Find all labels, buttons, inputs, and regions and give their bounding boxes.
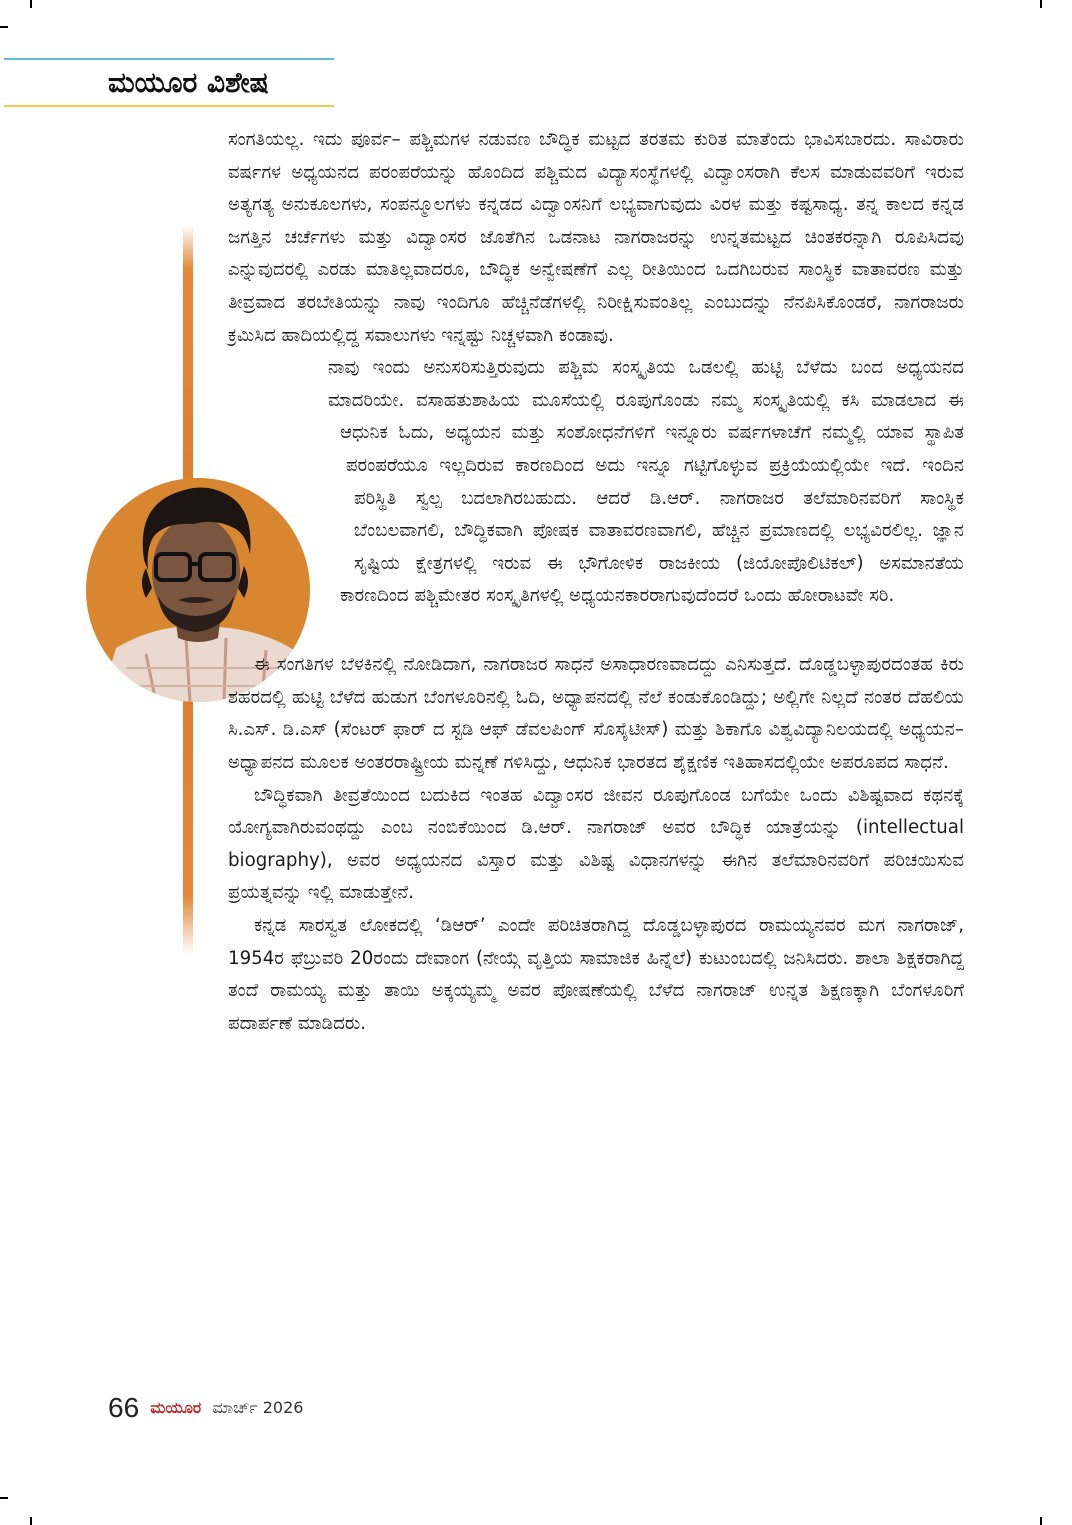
header-rule-bottom: [4, 105, 334, 107]
text-wrap-spacer: [228, 550, 340, 583]
article-paragraph: ಬೌದ್ಧಿಕವಾಗಿ ತೀವ್ರತೆಯಿಂದ ಬದುಕಿದ ಇಂತಹ ವಿದ್ವಾಂಸರ ಜೀವನ ರೂಪುಗೊಂಡ ಬಗೆಯೇ ಒಂದು ವಿಶಿಷ್ಟವಾದ ಕಥನಕ್ಕೆ ಯೋಗ್ಯವಾಗಿರುವಂಥದ್ದು ಎಂಬ ನಂಬಿಕೆಯಿಂದ ಡಿ.ಆರ್. ನಾಗರಾಜ್ ಅವರ ಬೌದ್ಧಿಕ ಯಾತ್ರೆಯನ್ನು (intellectual biography), ಅವರ ಅಧ್ಯಯನದ ವಿಸ್ತಾರ ಮತ್ತು ವಿಶಿಷ್ಟ ವಿಧಾನಗಳನ್ನು ಈಗಿನ ತಲೆಮಾರಿನವರಿಗೆ ಪರಿಚಯಿಸುವ ಪ್ರಯತ್ನವನ್ನು ಇಲ್ಲಿ ಮಾಡುತ್ತೇನೆ.: [228, 784, 964, 904]
text-wrap-spacer: [228, 583, 304, 616]
text-wrap-spacer: [228, 418, 340, 451]
text-wrap-spacer: [228, 385, 328, 418]
page-footer: [108, 1392, 303, 1432]
article-body: [228, 124, 964, 1040]
crop-mark: [1040, 1517, 1042, 1525]
crop-mark: [0, 26, 8, 28]
section-title: ಮಯೂರ ವಿಶೇಷ: [108, 66, 269, 99]
text-wrap-spacer: [228, 484, 354, 517]
text-wrap-spacer: [228, 352, 328, 385]
section-header: [4, 58, 334, 108]
text-wrap-spacer: [228, 616, 272, 649]
crop-mark: [30, 1517, 32, 1525]
text-wrap-spacer: [228, 451, 346, 484]
header-rule-top: [4, 58, 334, 60]
article-paragraph: ಸಂಗತಿಯಲ್ಲ. ಇದು ಪೂರ್ವ– ಪಶ್ಚಿಮಗಳ ನಡುವಣ ಬೌದ್ಧಿಕ ಮಟ್ಟದ ತರತಮ ಕುರಿತ ಮಾತೆಂದು ಭಾವಿಸಬಾರದು. ಸಾವಿರಾರು ವರ್ಷಗಳ ಅಧ್ಯಯನದ ಪರಂಪರೆಯನ್ನು ಹೊಂದಿದ ಪಶ್ಚಿಮದ ವಿದ್ಯಾಸಂಸ್ಥೆಗಳಲ್ಲಿ ವಿದ್ವಾಂಸರಾಗಿ ಕೆಲಸ ಮಾಡುವವರಿಗೆ ಇರುವ ಅತ್ಯಗತ್ಯ ಅನುಕೂಲಗಳು, ಸಂಪನ್ಮೂಲಗಳು ಕನ್ನಡದ ವಿದ್ವಾಂಸನಿಗೆ ಲಭ್ಯವಾಗುವುದು ವಿರಳ ಮತ್ತು ಕಷ್ಟಸಾಧ್ಯ. ತನ್ನ ಕಾಲದ ಕನ್ನಡ ಜಗತ್ತಿನ ಚರ್ಚೆಗಳು ಮತ್ತು ವಿದ್ವಾಂಸರ ಜೊತೆಗಿನ ಒಡನಾಟ ನಾಗರಾಜರನ್ನು ಉನ್ನತಮಟ್ಟದ ಚಿಂತಕರನ್ನಾಗಿ ರೂಪಿಸಿದವು ಎನ್ನುವುದರಲ್ಲಿ ಎರಡು ಮಾತಿಲ್ಲವಾದರೂ, ಬೌದ್ಧಿಕ ಅನ್ವೇಷಣೆಗೆ ಎಲ್ಲ ರೀತಿಯಿಂದ ಒದಗಿಬರುವ ಸಾಂಸ್ಥಿಕ ವಾತಾವರಣ ಮತ್ತು ತೀವ್ರವಾದ ತರಬೇತಿಯನ್ನು ನಾವು ಇಂದಿಗೂ ಹೆಚ್ಚಿನೆಡೆಗಳಲ್ಲಿ ನಿರೀಕ್ಷಿಸುವಂತಿಲ್ಲ ಎಂಬುದನ್ನು ನೆನಪಿಸಿಕೊಂಡರೆ, ನಾಗರಾಜರು ಕ್ರಮಿಸಿದ ಹಾದಿಯಲ್ಲಿದ್ದ ಸವಾಲುಗಳು ಇನ್ನಷ್ಟು ನಿಚ್ಚಳವಾಗಿ ಕಂಡಾವು.: [228, 129, 964, 346]
crop-mark: [30, 0, 32, 8]
crop-mark: [0, 1497, 8, 1499]
article-paragraph: ನಾವು ಇಂದು ಅನುಸರಿಸುತ್ತಿರುವುದು ಪಶ್ಚಿಮ ಸಂಸ್ಕೃತಿಯ ಒಡಲಲ್ಲಿ ಹುಟ್ಟಿ ಬೆಳೆದು ಬಂದ ಅಧ್ಯಯನದ ಮಾದರಿಯೇ. ವಸಾಹತುಶಾಹಿಯ ಮೂಸೆಯಲ್ಲಿ ರೂಪುಗೊಂಡು ನಮ್ಮ ಸಂಸ್ಕೃತಿಯಲ್ಲಿ ಕಸಿ ಮಾಡಲಾದ ಈ ಆಧುನಿಕ ಓದು, ಅಧ್ಯಯನ ಮತ್ತು ಸಂಶೋಧನೆಗಳಿಗೆ ಇನ್ನೂರು ವರ್ಷಗಳಾಚೆಗೆ ನಮ್ಮಲ್ಲಿ ಯಾವ ಸ್ಥಾಪಿತ ಪರಂಪರೆಯೂ ಇಲ್ಲದಿರುವ ಕಾರಣದಿಂದ ಅದು ಇನ್ನೂ ಗಟ್ಟಿಗೊಳ್ಳುವ ಪ್ರಕ್ರಿಯೆಯಲ್ಲಿಯೇ ಇದೆ. ಇಂದಿನ ಪರಿಸ್ಥಿತಿ ಸ್ವಲ್ಪ ಬದಲಾಗಿರಬಹುದು. ಆದರೆ ಡಿ.ಆರ್. ನಾಗರಾಜರ ತಲೆಮಾರಿನವರಿಗೆ ಸಾಂಸ್ಥಿಕ ಬೆಂಬಲವಾಗಲಿ, ಬೌದ್ಧಿಕವಾಗಿ ಪೋಷಕ ವಾತಾವರಣವಾಗಲಿ, ಹೆಚ್ಚಿನ ಪ್ರಮಾಣದಲ್ಲಿ ಲಭ್ಯವಿರಲಿಲ್ಲ. ಜ್ಞಾನ ಸೃಷ್ಟಿಯ ಕ್ಷೇತ್ರಗಳಲ್ಲಿ ಇರುವ ಈ ಭೌಗೋಳಿಕ ರಾಜಕೀಯ (ಜಿಯೋಪೊಲಿಟಿಕಲ್) ಅಸಮಾನತೆಯ ಕಾರಣದಿಂದ ಪಶ್ಚಿಮೇತರ ಸಂಸ್ಕೃತಿಗಳಲ್ಲಿ ಅಧ್ಯಯನಕಾರರಾಗುವುದೆಂದರೆ ಒಂದು ಹೋರಾಟವೇ ಸರಿ.: [328, 357, 964, 607]
magazine-masthead: ಮಯೂರ: [150, 1398, 202, 1417]
page-number: 66: [108, 1392, 140, 1423]
issue-date: ಮಾರ್ಚ್ 2026: [212, 1398, 304, 1417]
article-paragraph: ಕನ್ನಡ ಸಾರಸ್ವತ ಲೋಕದಲ್ಲಿ ‘ಡಿಆರ್’ ಎಂದೇ ಪರಿಚಿತರಾಗಿದ್ದ ದೊಡ್ಡಬಳ್ಳಾಪುರದ ರಾಮಯ್ಯನವರ ಮಗ ನಾಗರಾಜ್, 1954ರ ಫೆಬ್ರುವರಿ 20ರಂದು ದೇವಾಂಗ (ನೇಯ್ಗೆ ವೃತ್ತಿಯ ಸಾಮಾಜಿಕ ಹಿನ್ನೆಲೆ) ಕುಟುಂಬದಲ್ಲಿ ಜನಿಸಿದರು. ಶಾಲಾ ಶಿಕ್ಷಕರಾಗಿದ್ದ ತಂದೆ ರಾಮಯ್ಯ ಮತ್ತು ತಾಯಿ ಅಕ್ಕಯ್ಯಮ್ಮ ಅವರ ಪೋಷಣೆಯಲ್ಲಿ ಬೆಳೆದ ನಾಗರಾಜ್ ಉನ್ನತ ಶಿಕ್ಷಣಕ್ಕಾಗಿ ಬೆಂಗಳೂರಿಗೆ ಪದಾರ್ಪಣೆ ಮಾಡಿದರು.: [228, 914, 964, 1034]
text-wrap-spacer: [228, 517, 354, 550]
article-paragraph: ಈ ಸಂಗತಿಗಳ ಬೆಳಕಿನಲ್ಲಿ ನೋಡಿದಾಗ, ನಾಗರಾಜರ ಸಾಧನೆ ಅಸಾಧಾರಣವಾದದ್ದು ಎನಿಸುತ್ತದೆ. ದೊಡ್ಡಬಳ್ಳಾಪುರದಂತಹ ಕಿರು ಶಹರದಲ್ಲಿ ಹುಟ್ಟಿ ಬೆಳೆದ ಹುಡುಗ ಬೆಂಗಳೂರಿನಲ್ಲಿ ಓದಿ, ಅಧ್ಯಾಪನದಲ್ಲಿ ನೆಲೆ ಕಂಡುಕೊಂಡಿದ್ದು; ಅಲ್ಲಿಗೇ ನಿಲ್ಲದೆ ನಂತರ ದೆಹಲಿಯ ಸಿ.ಎಸ್. ಡಿ.ಎಸ್ (ಸೆಂಟರ್ ಫಾರ್ ದ ಸ್ಟಡಿ ಆಫ್ ಡೆವಲಪಿಂಗ್ ಸೊಸೈಟೀಸ್) ಮತ್ತು ಶಿಕಾಗೊ ವಿಶ್ವವಿದ್ಯಾನಿಲಯದಲ್ಲಿ ಅಧ್ಯಯನ– ಅಧ್ಯಾಪನದ ಮೂಲಕ ಅಂತರರಾಷ್ಟ್ರೀಯ ಮನ್ನಣೆ ಗಳಿಸಿದ್ದು, ಆಧುನಿಕ ಭಾರತದ ಶೈಕ್ಷಣಿಕ ಇತಿಹಾಸದಲ್ಲಿಯೇ ಅಪರೂಪದ ಸಾಧನೆ.: [228, 654, 964, 773]
crop-mark: [1040, 0, 1042, 8]
